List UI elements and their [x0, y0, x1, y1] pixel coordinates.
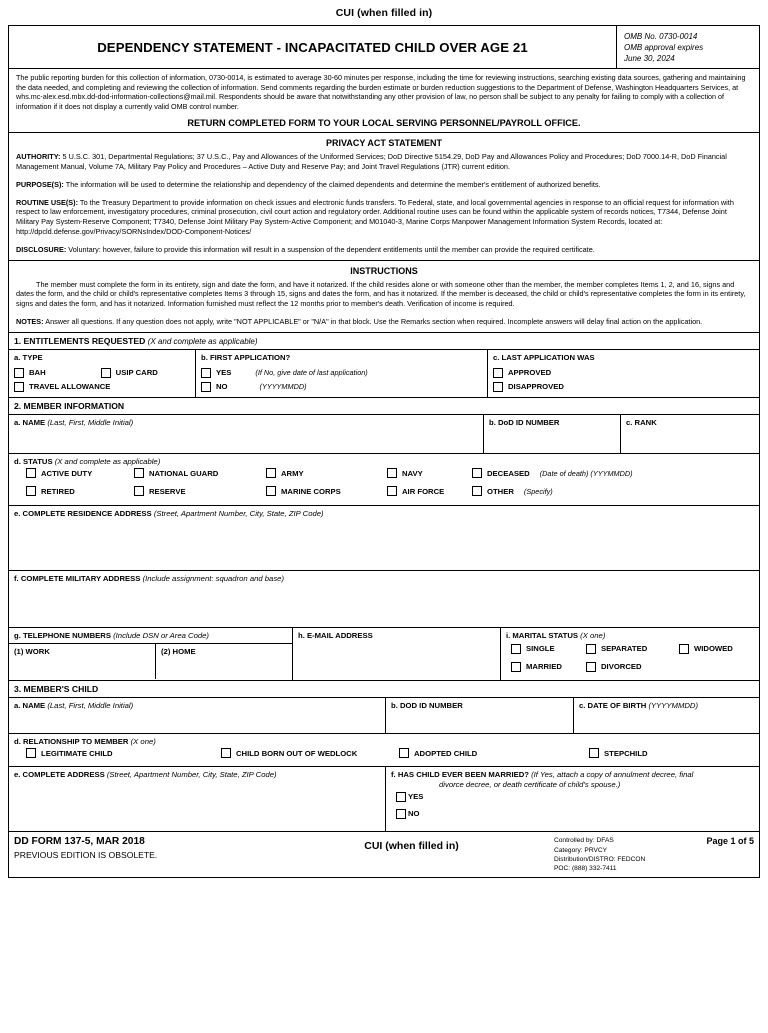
- page-title: DEPENDENCY STATEMENT - INCAPACITATED CHILD OVER AGE 21: [97, 39, 528, 55]
- field-3d-label: [9, 734, 759, 748]
- checkbox-air-force-label: AIR FORCE: [402, 486, 445, 496]
- checkbox-separated[interactable]: [586, 644, 596, 654]
- dd-form-137-5: [8, 25, 760, 878]
- field-2g-label: [9, 628, 292, 644]
- field-3d-options: [9, 747, 759, 766]
- checkbox-row-marine-corps: [266, 486, 341, 496]
- privacy-purpose-text: The information will be used to determine the relationship and dependency of the claimed dependents and determine the member's entitlement of authorized benefits.: [63, 179, 601, 189]
- field-3a-label: [9, 698, 385, 712]
- checkbox-row-type-2: [14, 380, 190, 394]
- cui-bottom-banner: CUI (when filled in): [364, 840, 459, 853]
- field-2c-rank[interactable]: [621, 415, 759, 453]
- checkbox-married-label: MARRIED: [526, 662, 562, 672]
- checkbox-row-approved: [493, 366, 754, 380]
- other-status-hint: (Specify): [523, 486, 553, 496]
- field-3c-label-text: c. DATE OF BIRTH: [579, 700, 647, 710]
- checkbox-row-navy: [387, 468, 423, 478]
- section-3-header: [9, 681, 759, 698]
- checkbox-national-guard-label: NATIONAL GUARD: [149, 468, 219, 478]
- field-1c-options: [488, 364, 759, 397]
- burden-statement: The public reporting burden for this collection of information, 0730-0014, is estimated to average 30-60 minutes per response, including the time for reviewing instructions, searching existing data sources, gathering and maintaining the data needed, and completing and reviewing the collection of information. Send comments regarding the burden estimate or burden reduction suggestions to the Department of Defense, Washington Headquarters Services, at whs.mc-alex.esd.mbx.dd-dod-information-collections@mail.mil. Respondents should be aware that notwithstanding any other provision of law, no person shall be subject to any penalty for failing to comply with a collection of information if it does not display a currently valid OMB control number.: [16, 73, 746, 111]
- field-2h-label: h. E-MAIL ADDRESS: [298, 631, 373, 641]
- field-2f-label-text: f. COMPLETE MILITARY ADDRESS: [14, 574, 141, 584]
- section-2-number: 2. MEMBER INFORMATION: [14, 400, 125, 411]
- section-2-contact-row: [9, 628, 759, 681]
- field-1a-options: [9, 364, 195, 397]
- checkbox-active-duty[interactable]: [26, 468, 36, 478]
- checkbox-approved[interactable]: [493, 368, 503, 378]
- checkbox-legitimate-child[interactable]: [26, 748, 36, 758]
- field-3f-hint-line2: divorce decree, or death certificate of child's spouse.): [439, 780, 621, 790]
- footer-form-id: DD FORM 137-5, MAR 2018: [14, 836, 145, 848]
- field-3c-hint: (YYYYMMDD): [648, 700, 699, 710]
- privacy-authority-text: 5 U.S.C. 301, Departmental Regulations; 37 U.S.C., Pay and Allowances of the Uniformed Services; DoD Directive 5154.29, DoD Pay and Allowances Policy and Procedures; DoD 7000.14-R, DoD Financial Management Manual, Volume 7A, Military Pay Policy and Procedures – Active Duty and Reserve Pay; and Joint Travel Regulations (JTR) current edition.: [16, 152, 727, 172]
- instructions-notes-label: NOTES:: [16, 317, 44, 327]
- field-2g-work[interactable]: [9, 644, 156, 679]
- omb-number: OMB No. 0730-0014: [624, 32, 698, 41]
- omb-expires-label: OMB approval expires: [624, 43, 704, 53]
- field-3d-relationship: [9, 734, 759, 768]
- checkbox-row-disapproved: [493, 380, 754, 394]
- checkbox-other-status[interactable]: [472, 486, 482, 496]
- field-3f-hint-line1: (If Yes, attach a copy of annulment decree, final: [531, 770, 694, 780]
- field-3b-dod-id[interactable]: [386, 698, 574, 733]
- checkbox-row-child-married-yes: [396, 792, 423, 802]
- checkbox-child-born-out-of-wedlock-label: CHILD BORN OUT OF WEDLOCK: [236, 748, 358, 758]
- privacy-act-heading: PRIVACY ACT STATEMENT: [325, 138, 442, 149]
- section-1-header: [9, 332, 759, 350]
- section-3-number: 3. MEMBER'S CHILD: [14, 683, 99, 694]
- checkbox-widowed[interactable]: [679, 644, 689, 654]
- field-2g-work-label: (1) WORK: [14, 646, 50, 656]
- instructions-notes-text: Answer all questions. If any question does not apply, write "NOT APPLICABLE" or "N/A" in that block. Use the Remarks section when required. Incomplete answers will delay final action on the application.: [43, 317, 703, 327]
- checkbox-child-born-out-of-wedlock[interactable]: [221, 748, 231, 758]
- checkbox-single-label: SINGLE: [526, 644, 555, 654]
- footer-category: Category: PRVCY: [554, 846, 608, 854]
- field-3c-label: [574, 698, 759, 712]
- checkbox-travel-allowance-label: TRAVEL ALLOWANCE: [29, 382, 111, 392]
- checkbox-divorced-label: DIVORCED: [601, 662, 642, 672]
- field-2i-marital-status: [501, 628, 759, 680]
- footer-distribution: Distribution/DISTRO: FEDCON: [554, 856, 646, 864]
- privacy-disclosure-label: DISCLOSURE:: [16, 244, 67, 254]
- checkbox-row-active-duty: [26, 468, 92, 478]
- checkbox-bah[interactable]: [14, 368, 24, 378]
- checkbox-reserve[interactable]: [134, 486, 144, 496]
- field-2i-options: [501, 642, 759, 680]
- checkbox-approved-label: APPROVED: [508, 368, 552, 378]
- checkbox-active-duty-label: ACTIVE DUTY: [41, 468, 93, 478]
- checkbox-child-married-no[interactable]: [396, 809, 406, 819]
- field-1c-label: c. LAST APPLICATION WAS: [493, 352, 595, 362]
- field-2g-label-text: g. TELEPHONE NUMBERS: [14, 631, 111, 641]
- field-3f-label: [386, 767, 759, 790]
- section-1-number: 1. ENTITLEMENTS REQUESTED: [14, 335, 146, 346]
- field-3a-name[interactable]: [9, 698, 386, 733]
- privacy-authority-label: AUTHORITY:: [16, 152, 61, 162]
- checkbox-retired-label: RETIRED: [41, 486, 75, 496]
- field-2d-options: [9, 467, 759, 505]
- checkbox-child-married-yes[interactable]: [396, 792, 406, 802]
- field-3e-label-text: e. COMPLETE ADDRESS: [14, 770, 105, 780]
- field-2d-label-text: d. STATUS: [14, 456, 53, 466]
- field-2f-hint: (Include assignment: squadron and base): [142, 574, 285, 584]
- section-3-name-row: [9, 698, 759, 734]
- field-1b-label: b. FIRST APPLICATION?: [201, 352, 291, 362]
- checkbox-row-type-1: [14, 366, 190, 380]
- checkbox-army[interactable]: [266, 468, 276, 478]
- checkbox-deceased[interactable]: [472, 468, 482, 478]
- checkbox-first-application-no-label: NO: [216, 382, 228, 392]
- field-1a-label: a. TYPE: [14, 352, 43, 362]
- footer-control-block: [554, 832, 759, 877]
- checkbox-legitimate-child-label: LEGITIMATE CHILD: [41, 748, 113, 758]
- checkbox-adopted-child-label: ADOPTED CHILD: [414, 748, 478, 758]
- first-application-no-hint: (YYYYMMDD): [259, 382, 307, 392]
- field-3f-options: [386, 791, 759, 825]
- section-2-header: [9, 398, 759, 415]
- field-2e-hint: (Street, Apartment Number, City, State, ZIP Code): [153, 509, 324, 519]
- footer-previous-edition: PREVIOUS EDITION IS OBSOLETE.: [14, 850, 158, 861]
- telephone-subrow: [9, 644, 292, 679]
- checkbox-row-legitimate-child: [26, 748, 113, 758]
- field-2d-label: [9, 454, 759, 468]
- field-2c-label: c. RANK: [626, 417, 657, 427]
- field-1b-options: [196, 364, 487, 397]
- field-2e-label-text: e. COMPLETE RESIDENCE ADDRESS: [14, 509, 152, 519]
- field-2g-home[interactable]: [156, 644, 292, 679]
- checkbox-child-married-yes-label: YES: [408, 792, 424, 802]
- privacy-routine-use: [16, 198, 752, 237]
- checkbox-row-widowed: [679, 644, 733, 654]
- field-2d-status: [9, 454, 759, 507]
- instructions-paragraph: The member must complete the form in its entirety, sign and date the form, and have it notarized. If the child resides alone or with someone other than the member, the member completes Items 1, 2, and 16, signs and dates the form, and the child or child's representative completes Items 3 through 15, signs and dates the form, and has it notarized. If the member is deceased, the child or child's representative completes the form in its entirety, signs and dates the form, and has it notarized. Information furnished must reflect the 12 months prior to member's death. Verification of income is required.: [16, 279, 746, 309]
- field-2f-label: [9, 571, 759, 585]
- checkbox-widowed-label: WIDOWED: [694, 644, 733, 654]
- privacy-routine-text: To the Treasury Department to provide information on check issues and electronic funds transfers. To Federal, state, and local governmental agencies in response to an official request for information with respect to law enforcement, investigatory procedures, criminal prosecution, civil court action and regulatory order. Additional routine uses can be found within the applicable system of records notices, T7344, Defense Joint Military Pay System-Reserve Component; T7340, Defense Joint Military Pay System-Active Component; and M01040-3, Marine Corps Manpower Management Information System Records, located at: http://dpcld.defense.gov/Privacy/SORNsIndex/DOD-Component-Notices/: [16, 197, 734, 236]
- field-3e-complete-address[interactable]: [9, 767, 386, 831]
- checkbox-navy-label: NAVY: [402, 468, 423, 478]
- field-2i-hint: (X one): [580, 631, 606, 641]
- field-2d-hint: (X and complete as applicable): [54, 456, 161, 466]
- field-2e-label: [9, 506, 759, 520]
- instructions-notes: [16, 317, 752, 327]
- field-3a-hint: (Last, First, Middle Initial): [47, 700, 134, 710]
- checkbox-reserve-label: RESERVE: [149, 486, 186, 496]
- checkbox-usip-card-label: USIP CARD: [115, 368, 158, 378]
- checkbox-navy[interactable]: [387, 468, 397, 478]
- field-3f-ever-married: [386, 767, 759, 831]
- field-1c-last-application: [488, 350, 759, 397]
- checkbox-row-adopted-child: [399, 748, 477, 758]
- checkbox-deceased-label: DECEASED: [487, 468, 530, 478]
- section-2-name-row: [9, 415, 759, 454]
- checkbox-row-first-app-no: [201, 380, 482, 394]
- field-3b-label: b. DOD ID NUMBER: [391, 700, 463, 710]
- section-1-hint: (X and complete as applicable): [147, 336, 258, 346]
- checkbox-row-first-app-yes: [201, 366, 482, 380]
- checkbox-stepchild[interactable]: [589, 748, 599, 758]
- deceased-date-hint: (Date of death) (YYYMMDD): [539, 468, 633, 478]
- checkbox-row-stepchild: [589, 748, 648, 758]
- checkbox-disapproved[interactable]: [493, 382, 503, 392]
- footer-controlled-by: Controlled by: DFAS: [554, 837, 614, 845]
- omb-expires-date: June 30, 2024: [624, 54, 675, 64]
- checkbox-row-reserve: [134, 486, 186, 496]
- field-3e-label: [9, 767, 385, 781]
- checkbox-row-separated: [586, 644, 647, 654]
- footer-poc: POC: (888) 332-7411: [554, 865, 617, 873]
- instructions-heading: INSTRUCTIONS: [9, 260, 759, 280]
- checkbox-disapproved-label: DISAPPROVED: [508, 382, 564, 392]
- field-2a-name[interactable]: [9, 415, 484, 453]
- checkbox-row-child-married-no: [396, 809, 420, 819]
- instructions-body: [9, 280, 759, 332]
- return-instruction: RETURN COMPLETED FORM TO YOUR LOCAL SERVING PERSONNEL/PAYROLL OFFICE.: [9, 115, 759, 133]
- checkbox-divorced[interactable]: [586, 662, 596, 672]
- field-3d-label-text: d. RELATIONSHIP TO MEMBER: [14, 736, 129, 746]
- form-title-cell: [9, 26, 617, 68]
- field-2e-residence-address[interactable]: [9, 506, 759, 571]
- field-2a-label-text: a. NAME: [14, 417, 46, 427]
- checkbox-row-air-force: [387, 486, 444, 496]
- field-2h-email[interactable]: [293, 628, 501, 680]
- checkbox-national-guard[interactable]: [134, 468, 144, 478]
- checkbox-marine-corps[interactable]: [266, 486, 276, 496]
- checkbox-row-single: [511, 644, 555, 654]
- checkbox-row-national-guard: [134, 468, 218, 478]
- checkbox-adopted-child[interactable]: [399, 748, 409, 758]
- field-1b-first-application: [196, 350, 488, 397]
- field-2g-home-label: (2) HOME: [161, 646, 196, 656]
- checkbox-usip-card[interactable]: [101, 368, 111, 378]
- cui-top-banner: CUI (when filled in): [335, 7, 433, 19]
- checkbox-row-retired: [26, 486, 75, 496]
- checkbox-child-married-no-label: NO: [408, 809, 420, 819]
- footer-control-text: [554, 836, 706, 877]
- first-application-yes-hint: (If No, give date of last application): [255, 368, 368, 378]
- privacy-disclosure: [16, 245, 752, 255]
- field-3a-label-text: a. NAME: [14, 700, 46, 710]
- privacy-disclosure-text: Voluntary: however, failure to provide this information will result in a suspension of the dependent entitlements until the member can provide the required certificate.: [66, 244, 595, 254]
- checkbox-first-application-no[interactable]: [201, 382, 211, 392]
- field-2i-label: [501, 628, 759, 642]
- checkbox-stepchild-label: STEPCHILD: [604, 748, 648, 758]
- footer-form-id-block: [9, 832, 269, 877]
- privacy-act-body: [9, 152, 759, 259]
- privacy-purpose: [16, 180, 752, 190]
- privacy-authority: [16, 152, 752, 172]
- privacy-purpose-label: PURPOSE(S):: [16, 179, 64, 189]
- field-2b-label: b. DoD ID NUMBER: [489, 417, 560, 427]
- footer-page-number: Page 1 of 5: [706, 836, 754, 847]
- checkbox-row-married: [511, 662, 562, 672]
- checkbox-row-divorced: [586, 662, 642, 672]
- field-2g-hint: (Include DSN or Area Code): [113, 631, 209, 641]
- form-footer: [9, 832, 759, 877]
- omb-block: [617, 26, 759, 68]
- checkbox-army-label: ARMY: [281, 468, 304, 478]
- field-1a-type: [9, 350, 196, 397]
- checkbox-row-army: [266, 468, 304, 478]
- checkbox-bah-label: BAH: [29, 368, 46, 378]
- checkbox-retired[interactable]: [26, 486, 36, 496]
- field-2g-telephone: [9, 628, 293, 680]
- checkbox-first-application-yes-label: YES: [216, 368, 232, 378]
- checkbox-row-child-born-out-of-wedlock: [221, 748, 357, 758]
- privacy-routine-label: ROUTINE USE(S):: [16, 197, 79, 207]
- checkbox-row-deceased: [472, 468, 633, 478]
- section-1-fields: [9, 350, 759, 398]
- section-3-address-row: [9, 767, 759, 832]
- field-2i-label-text: i. MARITAL STATUS: [506, 631, 579, 641]
- field-3d-hint: (X one): [130, 736, 156, 746]
- field-2b-dod-id[interactable]: [484, 415, 621, 453]
- checkbox-separated-label: SEPARATED: [601, 644, 648, 654]
- checkbox-row-other-status: [472, 486, 553, 496]
- checkbox-air-force[interactable]: [387, 486, 397, 496]
- checkbox-travel-allowance[interactable]: [14, 382, 24, 392]
- field-2f-military-address[interactable]: [9, 571, 759, 628]
- field-3f-label-text: f. HAS CHILD EVER BEEN MARRIED?: [391, 770, 529, 780]
- checkbox-single[interactable]: [511, 644, 521, 654]
- checkbox-married[interactable]: [511, 662, 521, 672]
- field-3e-hint: (Street, Apartment Number, City, State, ZIP Code): [106, 770, 277, 780]
- checkbox-first-application-yes[interactable]: [201, 368, 211, 378]
- field-2a-label: [9, 415, 483, 429]
- checkbox-other-status-label: OTHER: [487, 486, 514, 496]
- checkbox-marine-corps-label: MARINE CORPS: [281, 486, 341, 496]
- title-row: [9, 26, 759, 69]
- field-2a-hint: (Last, First, Middle Initial): [47, 417, 134, 427]
- field-3c-date-of-birth[interactable]: [574, 698, 759, 733]
- footer-cui-block: [269, 832, 554, 877]
